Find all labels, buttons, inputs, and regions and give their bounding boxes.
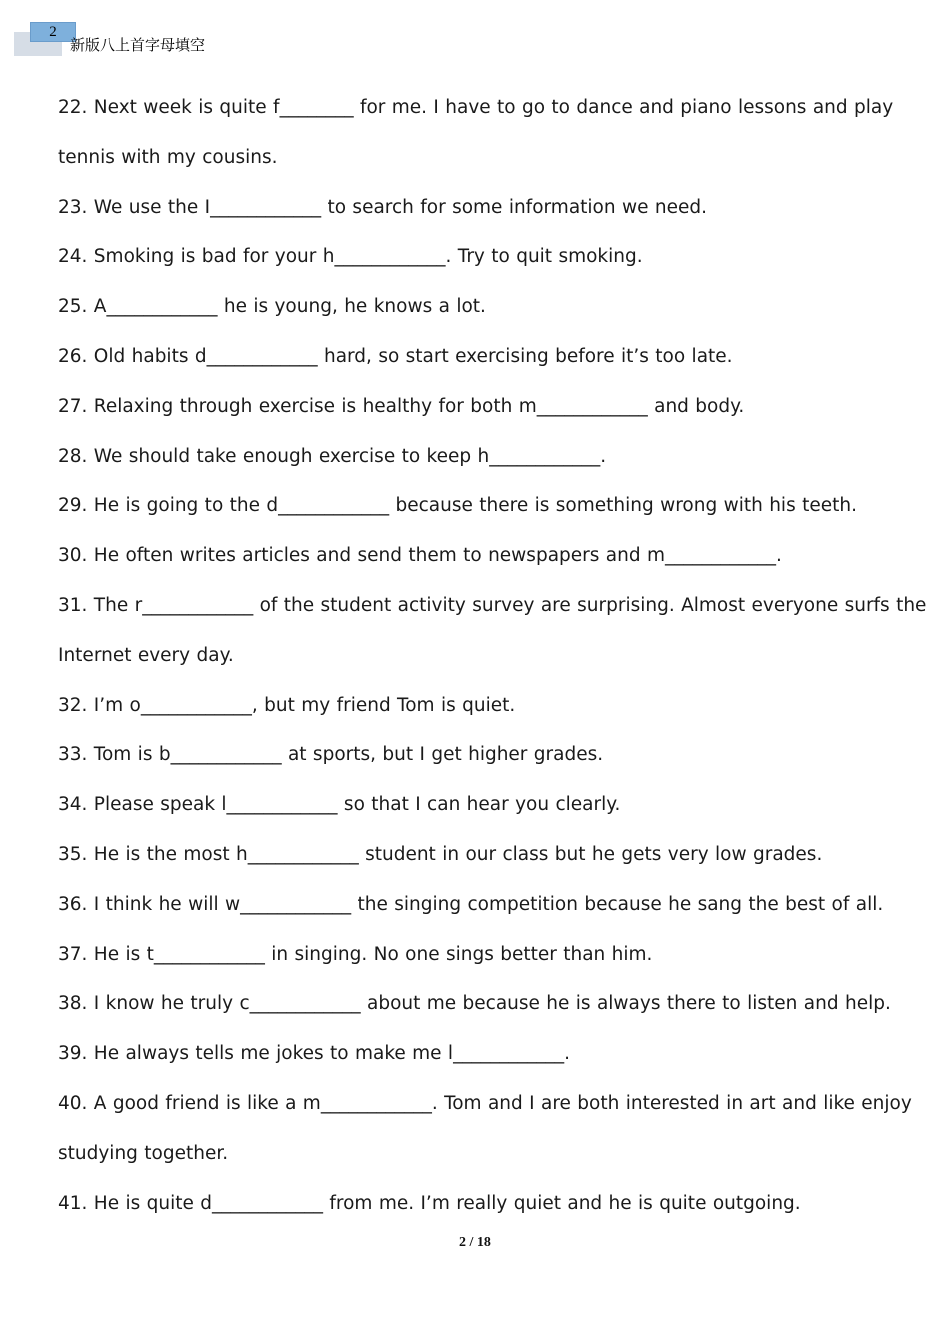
question-line: studying together. bbox=[58, 1142, 229, 1164]
question-line: 31. The r____________ of the student activity survey are surprising. Almost everyone surfs the bbox=[58, 594, 927, 616]
question-line: tennis with my cousins. bbox=[58, 146, 278, 168]
page-badge bbox=[14, 22, 62, 56]
question-line: 37. He is t____________ in singing. No one sings better than him. bbox=[58, 943, 653, 965]
question-line: 26. Old habits d____________ hard, so start exercising before it’s too late. bbox=[58, 345, 733, 367]
question-line: 25. A____________ he is young, he knows a lot. bbox=[58, 296, 486, 318]
question-line: Internet every day. bbox=[58, 644, 234, 666]
question-line: 35. He is the most h____________ student in our class but he gets very low grades. bbox=[58, 843, 823, 865]
question-line: 28. We should take enough exercise to keep h____________. bbox=[58, 445, 607, 467]
question-line: 27. Relaxing through exercise is healthy for both m____________ and body. bbox=[58, 395, 745, 417]
question-line: 33. Tom is b____________ at sports, but I get higher grades. bbox=[58, 744, 604, 766]
question-line: 40. A good friend is like a m____________. Tom and I are both interested in art and like enjoy bbox=[58, 1092, 912, 1114]
question-line: 22. Next week is quite f________ for me. I have to go to dance and piano lessons and play bbox=[58, 97, 894, 118]
question-list bbox=[58, 83, 927, 1228]
page-number: 2 / 18 bbox=[459, 1235, 491, 1250]
question-line: 41. He is quite d____________ from me. I’m really quiet and he is quite outgoing. bbox=[58, 1192, 801, 1214]
question-line: 36. I think he will w____________ the singing competition because he sang the best of all. bbox=[58, 893, 884, 915]
question-line: 29. He is going to the d____________ because there is something wrong with his teeth. bbox=[58, 495, 857, 517]
question-line: 32. I’m o____________, but my friend Tom is quiet. bbox=[58, 694, 516, 716]
question-line: 39. He always tells me jokes to make me l____________. bbox=[58, 1043, 570, 1065]
page-badge-number: 2 bbox=[30, 22, 76, 42]
question-line: 23. We use the I____________ to search for some information we need. bbox=[58, 196, 707, 218]
question-line: 34. Please speak l____________ so that I can hear you clearly. bbox=[58, 794, 621, 816]
question-line: 24. Smoking is bad for your h____________. Try to quit smoking. bbox=[58, 246, 643, 268]
question-line: 38. I know he truly c____________ about me because he is always there to listen and help. bbox=[58, 993, 891, 1015]
question-line: 30. He often writes articles and send them to newspapers and m____________. bbox=[58, 545, 782, 567]
document-title: 新版八上首字母填空 bbox=[70, 36, 206, 54]
